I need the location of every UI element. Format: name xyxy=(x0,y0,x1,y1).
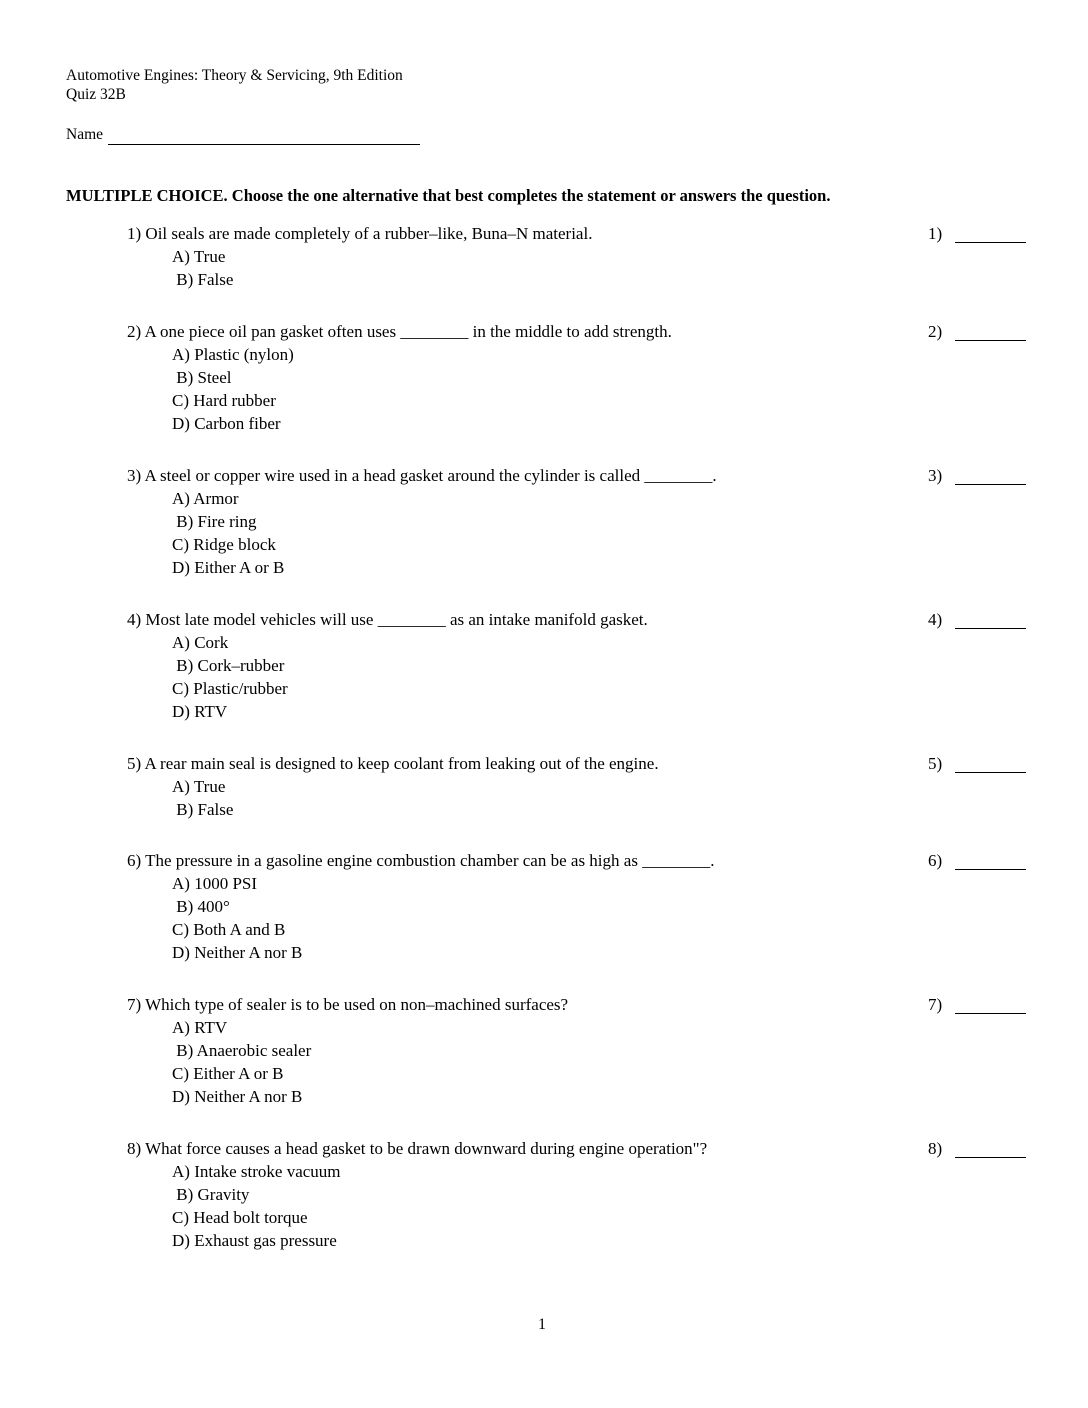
question-text: 1) Oil seals are made completely of a rubber–like, Buna–N material. xyxy=(127,224,593,243)
answer-option: A) RTV xyxy=(172,1018,228,1037)
answer-option: D) RTV xyxy=(172,702,228,721)
page-number: 1 xyxy=(538,1316,546,1333)
answer-blank[interactable] xyxy=(955,628,1026,629)
answer-option: C) Plastic/rubber xyxy=(172,679,288,698)
question-text: 5) A rear main seal is designed to keep coolant from leaking out of the engine. xyxy=(127,754,659,773)
instructions: MULTIPLE CHOICE. Choose the one alternative that best completes the statement or answers the question. xyxy=(66,186,831,205)
answer-option: C) Hard rubber xyxy=(172,391,276,410)
answer-option: D) Neither A nor B xyxy=(172,943,303,962)
book-title: Automotive Engines: Theory & Servicing, 9th Edition xyxy=(66,67,403,84)
name-field-line[interactable] xyxy=(108,144,420,145)
answer-option: B) False xyxy=(172,270,234,289)
answer-option: C) Head bolt torque xyxy=(172,1208,308,1227)
answer-option: B) Gravity xyxy=(172,1185,250,1204)
answer-option: B) 400° xyxy=(172,897,230,916)
answer-number: 1) xyxy=(928,224,943,243)
question-text: 6) The pressure in a gasoline engine combustion chamber can be as high as ________. xyxy=(127,851,715,870)
name-label: Name xyxy=(66,126,104,143)
quiz-title: Quiz 32B xyxy=(66,86,126,103)
answer-option: A) Intake stroke vacuum xyxy=(172,1162,341,1181)
answer-option: A) Armor xyxy=(172,489,239,508)
answer-number: 3) xyxy=(928,466,943,485)
answer-option: A) True xyxy=(172,777,226,796)
answer-number: 8) xyxy=(928,1139,943,1158)
answer-blank[interactable] xyxy=(955,242,1026,243)
answer-option: B) Cork–rubber xyxy=(172,656,285,675)
question-text: 8) What force causes a head gasket to be drawn downward during engine operation"? xyxy=(127,1139,708,1158)
answer-blank[interactable] xyxy=(955,484,1026,485)
question-text: 2) A one piece oil pan gasket often uses ________ in the middle to add strength. xyxy=(127,322,672,341)
answer-number: 5) xyxy=(928,754,943,773)
answer-blank[interactable] xyxy=(955,1013,1026,1014)
question-text: 7) Which type of sealer is to be used on non–machined surfaces? xyxy=(127,995,569,1014)
answer-option: A) True xyxy=(172,247,226,266)
answer-number: 6) xyxy=(928,851,943,870)
answer-option: A) Plastic (nylon) xyxy=(172,345,294,364)
answer-option: C) Both A and B xyxy=(172,920,286,939)
answer-option: B) Steel xyxy=(172,368,232,387)
answer-option: C) Ridge block xyxy=(172,535,276,554)
answer-option: B) Anaerobic sealer xyxy=(172,1041,312,1060)
answer-blank[interactable] xyxy=(955,869,1026,870)
answer-option: A) Cork xyxy=(172,633,229,652)
answer-option: C) Either A or B xyxy=(172,1064,284,1083)
answer-blank[interactable] xyxy=(955,1157,1026,1158)
answer-number: 7) xyxy=(928,995,943,1014)
answer-option: D) Neither A nor B xyxy=(172,1087,303,1106)
answer-option: D) Either A or B xyxy=(172,558,285,577)
answer-option: D) Carbon fiber xyxy=(172,414,281,433)
answer-option: D) Exhaust gas pressure xyxy=(172,1231,337,1250)
answer-option: B) Fire ring xyxy=(172,512,257,531)
question-text: 4) Most late model vehicles will use ________ as an intake manifold gasket. xyxy=(127,610,648,629)
answer-option: A) 1000 PSI xyxy=(172,874,258,893)
answer-number: 4) xyxy=(928,610,943,629)
answer-number: 2) xyxy=(928,322,943,341)
question-text: 3) A steel or copper wire used in a head gasket around the cylinder is called ________. xyxy=(127,466,717,485)
answer-blank[interactable] xyxy=(955,340,1026,341)
answer-option: B) False xyxy=(172,800,234,819)
answer-blank[interactable] xyxy=(955,772,1026,773)
